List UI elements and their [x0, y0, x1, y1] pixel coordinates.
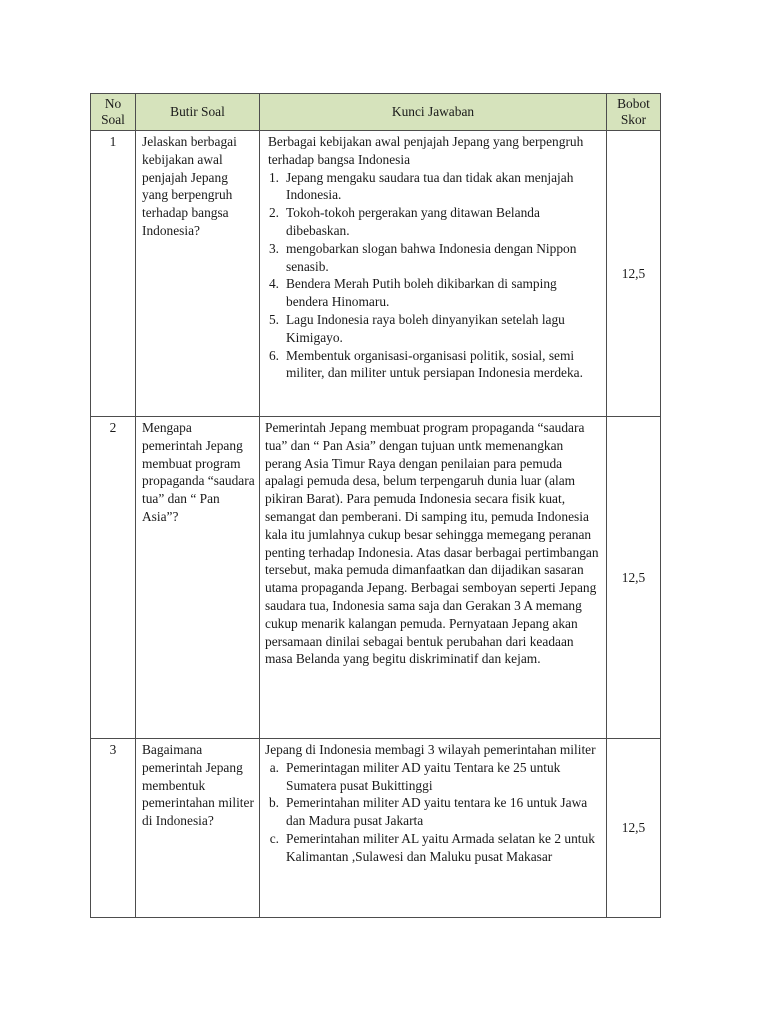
list-marker: a.	[269, 759, 279, 775]
answer-intro: Berbagai kebijakan awal penjajah Jepang yang berpengruh terhadap bangsa Indonesia	[268, 134, 584, 167]
header-no-soal: No Soal	[91, 94, 136, 131]
list-item-text: Pemerintahan militer AD yaitu tentara ke 16 untuk Jawa dan Madura pusat Jakarta	[286, 795, 588, 829]
list-marker: 2.	[268, 205, 279, 221]
question-text: Jelaskan berbagai kebijakan awal penjajah Jepang yang berpengruh terhadap bangsa Indonesia?	[136, 131, 260, 417]
score-cell: 12,5	[607, 131, 661, 417]
list-marker: c.	[269, 830, 279, 846]
list-item	[265, 204, 600, 240]
row-number: 2	[91, 417, 136, 739]
list-item-text: mengobarkan slogan bahwa Indonesia dengan Nippon senasib.	[286, 240, 577, 274]
list-marker: 5.	[268, 311, 279, 327]
list-marker: b.	[268, 795, 279, 811]
list-item	[265, 830, 600, 866]
question-text: Mengapa pemerintah Jepang membuat program propaganda “saudara tua” dan “ Pan Asia”?	[136, 417, 260, 739]
list-item	[265, 347, 600, 383]
header-kunci-jawaban: Kunci Jawaban	[260, 94, 607, 131]
list-item	[265, 275, 600, 311]
score-cell: 12,5	[607, 417, 661, 739]
answer-key	[260, 131, 607, 417]
list-marker: 4.	[268, 276, 279, 292]
list-item	[265, 169, 600, 205]
answer-paragraph: Pemerintah Jepang membuat program propaganda “saudara tua” dan “ Pan Asia” dengan tujuan untk memenangkan perang Asia Timur Raya dengan penilaian para pemuda apalagi pemuda desa, belum terpengaruh dunia luar (alam pikiran Barat). Para pemuda Indonesia secara fisik kuat, semangat dan pemberani. Di samping itu, pemuda Indonesia kala itu jumlahnya cukup besar sehingga memegang peranan penting terhadap Indonesia. Atas dasar berbagai pertimbangan tersebut, maka pemuda dimanfaatkan dan dijadikan sasaran utama propaganda Jepang. Berbagai semboyan seperti Jepang saudara tua, Indonesia sama saja dan Gerakan 3 A memang cukup menarik kalangan pemuda. Pernyataan Jepang akan persamaan dinilai sebagai bentuk perubahan dari keadaan masa Belanda yang begitu diskriminatif dan kejam.	[265, 420, 599, 667]
list-item-text: Pemerintahan militer AL yaitu Armada selatan ke 2 untuk Kalimantan ,Sulawesi dan Maluku pusat Makasar	[286, 830, 595, 864]
list-marker: 3.	[268, 240, 279, 256]
table-row	[91, 131, 661, 417]
header-bobot-skor: Bobot Skor	[607, 94, 661, 131]
question-text: Bagaimana pemerintah Jepang membentuk pemerintahan militer di Indonesia?	[136, 739, 260, 918]
list-marker: 1.	[268, 169, 279, 185]
list-item-text: Bendera Merah Putih boleh dikibarkan di samping bendera Hinomaru.	[286, 276, 557, 310]
answer-key-table	[90, 93, 661, 918]
answer-intro: Jepang di Indonesia membagi 3 wilayah pemerintahan militer	[265, 742, 596, 757]
answer-key	[260, 739, 607, 918]
list-item	[265, 794, 600, 830]
header-butir-soal: Butir Soal	[136, 94, 260, 131]
score-cell: 12,5	[607, 739, 661, 918]
table-row	[91, 417, 661, 739]
list-item-text: Pemerintagan militer AD yaitu Tentara ke 25 untuk Sumatera pusat Bukittinggi	[286, 759, 561, 793]
table-header	[91, 94, 661, 131]
table-row	[91, 739, 661, 918]
list-item-text: Membentuk organisasi-organisasi politik, sosial, semi militer, dan militer untuk persiapan Indonesia merdeka.	[286, 347, 583, 381]
list-item-text: Tokoh-tokoh pergerakan yang ditawan Belanda dibebaskan.	[286, 205, 540, 238]
list-item-text: Jepang mengaku saudara tua dan tidak akan menjajah Indonesia.	[286, 169, 574, 203]
answer-list	[265, 169, 600, 383]
answer-list	[265, 759, 600, 866]
row-number: 1	[91, 131, 136, 417]
list-item	[265, 311, 600, 347]
list-item	[265, 759, 600, 795]
answer-key	[260, 417, 607, 739]
row-number: 3	[91, 739, 136, 918]
list-item-text: Lagu Indonesia raya boleh dinyanyikan setelah lagu Kimigayo.	[286, 311, 565, 345]
list-item	[265, 240, 600, 276]
list-marker: 6.	[268, 347, 279, 363]
